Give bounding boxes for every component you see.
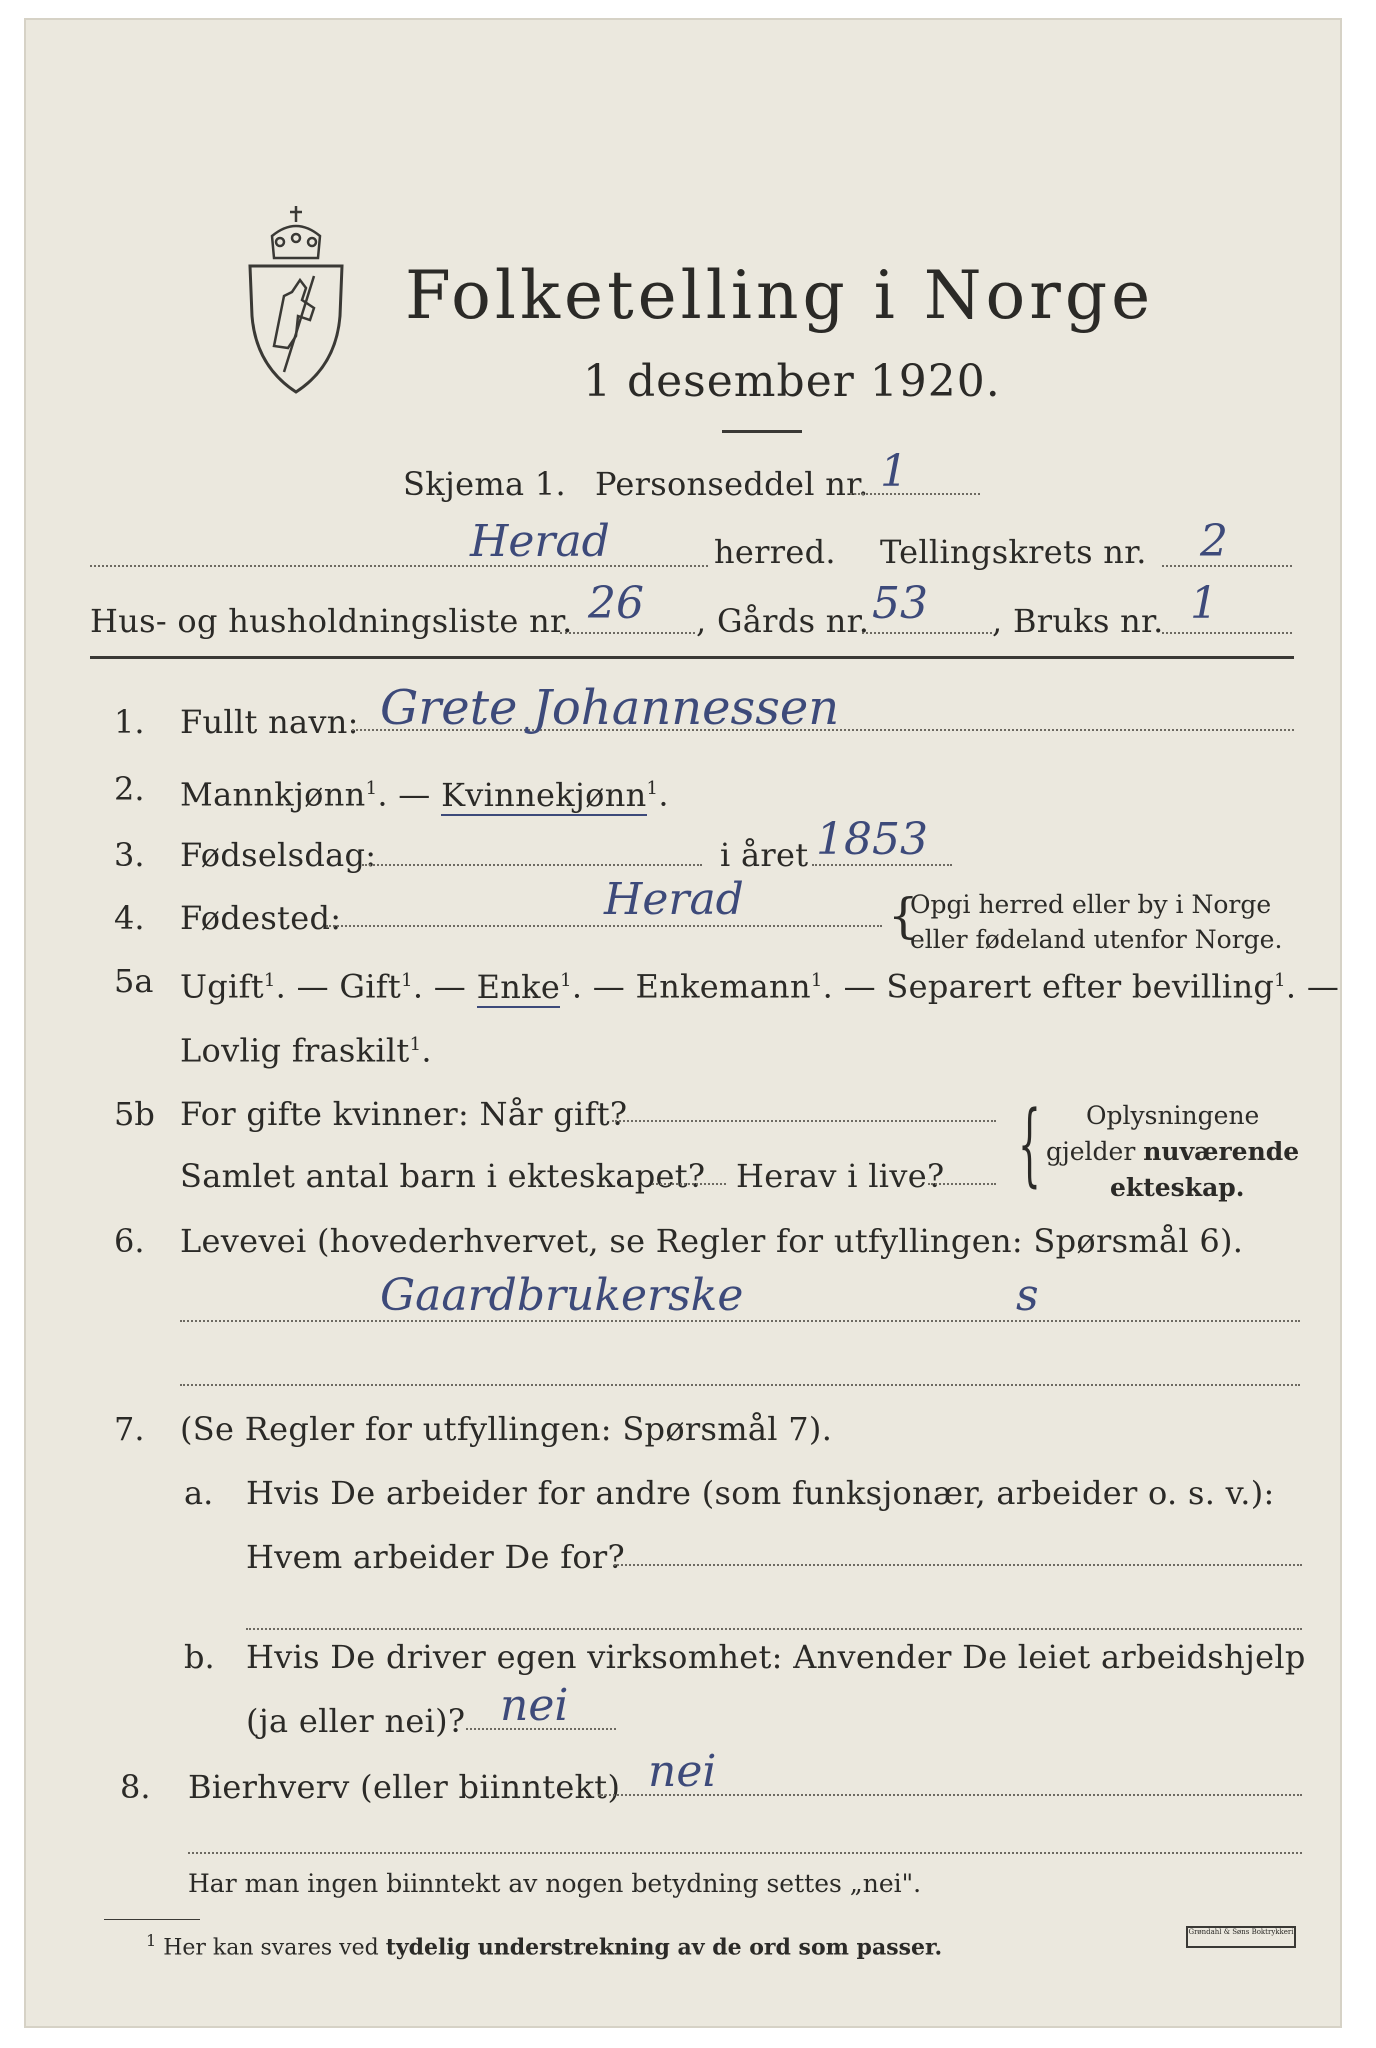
q3-year-value: 1853 bbox=[816, 814, 928, 865]
q7-number: 7. bbox=[114, 1410, 145, 1448]
printer-stamp bbox=[1186, 1926, 1296, 1948]
q5a-gift: Gift bbox=[339, 967, 402, 1006]
tellingskrets-label: Tellingskrets nr. bbox=[880, 533, 1147, 571]
q7b-letter: b. bbox=[184, 1638, 215, 1676]
q6-value: Gaardbrukerske bbox=[380, 1270, 744, 1321]
q2-separator: . — bbox=[377, 775, 431, 814]
herred-value: Herad bbox=[470, 516, 610, 567]
q5a-sep1: . — bbox=[275, 967, 340, 1006]
q1-label: Fullt navn: bbox=[180, 703, 359, 741]
q8-line2 bbox=[188, 1852, 1302, 1854]
q5b-alive-label: Herav i live? bbox=[736, 1157, 945, 1195]
q5a-ugift: Ugift bbox=[180, 967, 264, 1006]
q5a-sup5: 1 bbox=[1274, 970, 1286, 991]
q4-label: Fødested: bbox=[180, 899, 342, 937]
q5b-note-line3: ekteskap. bbox=[1110, 1173, 1245, 1202]
q4-line bbox=[326, 925, 882, 927]
q5b-children-label: Samlet antal barn i ekteskapet? bbox=[180, 1157, 706, 1195]
q2-sup1: 1 bbox=[365, 778, 378, 799]
personseddel-value: 1 bbox=[880, 446, 908, 497]
q5b-note-line1: Oplysningene bbox=[1086, 1101, 1260, 1130]
q5b-note-nuvaerende: nuværende bbox=[1143, 1137, 1300, 1166]
herred-line bbox=[90, 565, 708, 567]
q5a-sep2: . — bbox=[412, 967, 477, 1006]
q5a-text bbox=[180, 962, 1339, 1006]
q5b-note-gjelder: gjelder bbox=[1046, 1137, 1144, 1166]
q2-sup2: 1 bbox=[646, 778, 659, 799]
q2-end: . bbox=[658, 775, 669, 814]
q4-number: 4. bbox=[114, 899, 145, 937]
bruks-value: 1 bbox=[1190, 578, 1218, 629]
q5a-number: 5a bbox=[114, 962, 154, 1000]
hus-label: Hus- og husholdningsliste nr. bbox=[90, 602, 573, 640]
gards-label: , Gårds nr. bbox=[696, 602, 870, 640]
q5a-sup6: 1 bbox=[409, 1034, 422, 1055]
q7a-employer-line2 bbox=[246, 1628, 1302, 1630]
biinntekt-note: Har man ingen biinntekt av nogen betydning settes „nei". bbox=[188, 1869, 922, 1898]
q5a-fraskilt: Lovlig fraskilt bbox=[180, 1031, 410, 1070]
footnote-text: Her kan svares ved bbox=[163, 1935, 386, 1961]
q2-text bbox=[180, 770, 669, 814]
q5a-enke: Enke bbox=[476, 967, 561, 1006]
q5b-when-line bbox=[612, 1120, 996, 1122]
q7b-label: Hvis De driver egen virksomhet: Anvender De leiet arbeidshjelp bbox=[246, 1638, 1306, 1676]
title-divider bbox=[722, 430, 802, 433]
q7-label: (Se Regler for utfyllingen: Spørsmål 7). bbox=[180, 1410, 833, 1448]
q7a-employer-line bbox=[614, 1564, 1302, 1566]
q5b-note-line2 bbox=[1046, 1136, 1299, 1167]
q3-day-line bbox=[362, 864, 702, 866]
q2-kvinne: Kvinnekjønn bbox=[441, 775, 647, 814]
q5b-brace: { bbox=[1018, 1092, 1041, 1197]
q5a-line2 bbox=[180, 1026, 432, 1070]
q1-number: 1. bbox=[114, 703, 145, 741]
tellingskrets-value: 2 bbox=[1200, 516, 1228, 567]
herred-label: herred. bbox=[714, 533, 836, 571]
q5a-sup1: 1 bbox=[263, 970, 276, 991]
q7b-label2: (ja eller nei)? bbox=[246, 1702, 466, 1740]
personseddel-label: Personseddel nr. bbox=[595, 465, 869, 503]
footnote-bold: tydelig understrekning av de ord som passer. bbox=[385, 1934, 943, 1961]
q2-mann: Mannkjønn bbox=[180, 775, 366, 814]
q5b-number: 5b bbox=[114, 1095, 155, 1133]
personseddel-line bbox=[850, 493, 980, 495]
q7a-label: Hvis De arbeider for andre (som funksjonær, arbeider o. s. v.): bbox=[246, 1474, 1275, 1512]
q6-line1 bbox=[180, 1320, 1300, 1322]
q5a-end: . bbox=[421, 1031, 432, 1070]
skjema-label: Skjema 1. bbox=[403, 465, 566, 503]
q6-label: Levevei (hovederhvervet, se Regler for utfyllingen: Spørsmål 6). bbox=[180, 1222, 1244, 1260]
q6-value-suffix: s bbox=[1016, 1270, 1039, 1321]
q7a-letter: a. bbox=[184, 1474, 214, 1512]
q2-number: 2. bbox=[114, 770, 145, 808]
q5b-alive-line bbox=[928, 1183, 996, 1185]
q8-value: nei bbox=[648, 1746, 717, 1797]
gards-value: 53 bbox=[872, 578, 928, 629]
footnote bbox=[146, 1926, 942, 1963]
q5a-sup2: 1 bbox=[401, 970, 413, 991]
header-section-rule bbox=[90, 656, 1294, 659]
hus-line bbox=[560, 632, 695, 634]
bruks-label: , Bruks nr. bbox=[992, 602, 1164, 640]
q4-value: Herad bbox=[604, 874, 744, 925]
gards-line bbox=[862, 632, 992, 634]
q7a-employer-label: Hvem arbeider De for? bbox=[246, 1538, 625, 1576]
q8-number: 8. bbox=[120, 1768, 151, 1806]
footnote-mark: 1 bbox=[146, 1931, 157, 1950]
coat-of-arms-emblem bbox=[240, 196, 352, 396]
q4-brace: { bbox=[888, 888, 919, 944]
bruks-line bbox=[1162, 632, 1292, 634]
page-title: Folketelling i Norge bbox=[405, 257, 1155, 334]
hus-value: 26 bbox=[588, 578, 644, 629]
q3-number: 3. bbox=[114, 836, 145, 874]
footnote-rule bbox=[104, 1919, 200, 1920]
q5a-sep5: . — bbox=[1285, 967, 1340, 1006]
q3-year-label: i året bbox=[720, 836, 809, 874]
q7b-value: nei bbox=[500, 1680, 569, 1731]
q4-note-line1: Opgi herred eller by i Norge bbox=[910, 890, 1272, 919]
q5b-children-line bbox=[652, 1183, 726, 1185]
q8-label: Bierhverv (eller biinntekt) bbox=[188, 1768, 621, 1806]
q6-line2 bbox=[180, 1384, 1300, 1386]
printer-stamp-text: Grøndahl & Søns Boktrykkeri bbox=[1188, 1928, 1294, 1936]
q6-number: 6. bbox=[114, 1222, 145, 1260]
q5a-sup4: 1 bbox=[810, 970, 823, 991]
q3-label: Fødselsdag: bbox=[180, 836, 377, 874]
q4-note-line2: eller fødeland utenfor Norge. bbox=[910, 925, 1283, 954]
q1-value: Grete Johannessen bbox=[380, 680, 840, 736]
q5a-sep3: . — Enkemann bbox=[571, 967, 811, 1006]
q5a-sep4: . — Separert efter bevilling bbox=[822, 967, 1275, 1006]
q5b-label: For gifte kvinner: Når gift? bbox=[180, 1095, 628, 1133]
census-date: 1 desember 1920. bbox=[583, 356, 1001, 407]
q5a-sup3: 1 bbox=[560, 970, 572, 991]
